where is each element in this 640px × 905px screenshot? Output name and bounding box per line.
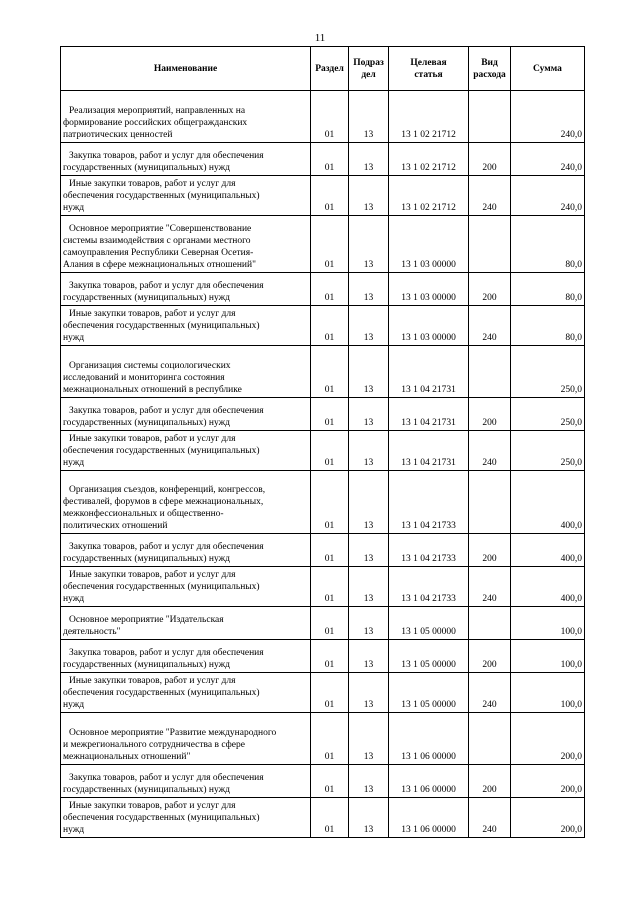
row-target: 13 1 03 00000 bbox=[389, 216, 469, 273]
row-name-line: Закупка товаров, работ и услуг для обеспечения bbox=[69, 281, 264, 291]
row-name-line: государственных (муниципальных) нужд bbox=[63, 418, 230, 428]
row-name-line: Алания в сфере межнациональных отношений" bbox=[63, 260, 256, 270]
row-name-line: государственных (муниципальных) нужд bbox=[63, 660, 230, 670]
row-name-line: обеспечения государственных (муниципальных) bbox=[63, 446, 260, 456]
row-name-line: государственных (муниципальных) нужд bbox=[63, 293, 230, 303]
row-subsection: 13 bbox=[349, 765, 389, 798]
row-sum: 250,0 bbox=[511, 398, 585, 431]
row-subsection: 13 bbox=[349, 91, 389, 143]
row-section: 01 bbox=[311, 216, 349, 273]
table-row bbox=[61, 346, 585, 398]
row-name-line: Организация системы социологических bbox=[69, 361, 231, 371]
header-expense: Вид расхода bbox=[469, 47, 511, 91]
row-section: 01 bbox=[311, 713, 349, 765]
row-name-line: Закупка товаров, работ и услуг для обеспечения bbox=[69, 151, 264, 161]
row-expense bbox=[469, 607, 511, 640]
row-name-line: Закупка товаров, работ и услуг для обеспечения bbox=[69, 542, 264, 552]
row-name-line: Реализация мероприятий, направленных на bbox=[69, 106, 246, 116]
table-row bbox=[61, 273, 585, 306]
row-expense: 240 bbox=[469, 431, 511, 471]
row-target: 13 1 02 21712 bbox=[389, 143, 469, 176]
row-name-line: межнациональных отношений" bbox=[63, 752, 191, 762]
row-subsection: 13 bbox=[349, 346, 389, 398]
row-name-line: межнациональных отношений в республике bbox=[63, 385, 242, 395]
row-name-line: обеспечения государственных (муниципальных) bbox=[63, 191, 260, 201]
row-name-line: политических отношений bbox=[63, 521, 168, 531]
row-name bbox=[61, 765, 311, 798]
row-section: 01 bbox=[311, 673, 349, 713]
row-sum: 250,0 bbox=[511, 346, 585, 398]
row-target: 13 1 04 21731 bbox=[389, 346, 469, 398]
row-name-line: нужд bbox=[63, 825, 85, 835]
row-expense: 200 bbox=[469, 143, 511, 176]
row-name-line: формирование российских общегражданских bbox=[63, 118, 248, 128]
row-name-line: обеспечения государственных (муниципальных) bbox=[63, 321, 260, 331]
table-row bbox=[61, 798, 585, 838]
row-name-line: межконфессиональных и общественно- bbox=[63, 509, 224, 519]
row-subsection: 13 bbox=[349, 567, 389, 607]
row-section: 01 bbox=[311, 273, 349, 306]
row-sum: 80,0 bbox=[511, 273, 585, 306]
row-section: 01 bbox=[311, 346, 349, 398]
row-name bbox=[61, 534, 311, 567]
row-section: 01 bbox=[311, 798, 349, 838]
row-target: 13 1 04 21733 bbox=[389, 567, 469, 607]
row-sum: 200,0 bbox=[511, 713, 585, 765]
row-name bbox=[61, 273, 311, 306]
table-row bbox=[61, 713, 585, 765]
row-subsection: 13 bbox=[349, 471, 389, 534]
row-name-line: патриотических ценностей bbox=[63, 130, 173, 140]
row-section: 01 bbox=[311, 640, 349, 673]
row-name-line: Иные закупки товаров, работ и услуг для bbox=[69, 434, 236, 444]
row-name bbox=[61, 91, 311, 143]
row-name bbox=[61, 798, 311, 838]
table-row bbox=[61, 91, 585, 143]
row-name bbox=[61, 673, 311, 713]
row-name bbox=[61, 306, 311, 346]
row-name-line: государственных (муниципальных) нужд bbox=[63, 163, 230, 173]
row-section: 01 bbox=[311, 398, 349, 431]
row-section: 01 bbox=[311, 143, 349, 176]
row-name-line: Закупка товаров, работ и услуг для обеспечения bbox=[69, 406, 264, 416]
table-row bbox=[61, 640, 585, 673]
row-section: 01 bbox=[311, 607, 349, 640]
row-name bbox=[61, 398, 311, 431]
page-number: 11 bbox=[314, 32, 326, 44]
row-expense: 240 bbox=[469, 673, 511, 713]
row-expense: 200 bbox=[469, 273, 511, 306]
header-subsection: Подраз дел bbox=[349, 47, 389, 91]
row-subsection: 13 bbox=[349, 607, 389, 640]
row-target: 13 1 06 00000 bbox=[389, 713, 469, 765]
row-sum: 100,0 bbox=[511, 640, 585, 673]
row-sum: 250,0 bbox=[511, 431, 585, 471]
row-name-line: нужд bbox=[63, 203, 85, 213]
row-sum: 400,0 bbox=[511, 471, 585, 534]
row-sum: 240,0 bbox=[511, 176, 585, 216]
row-name-line: Основное мероприятие "Издательская bbox=[69, 615, 224, 625]
row-name-line: нужд bbox=[63, 333, 85, 343]
row-section: 01 bbox=[311, 534, 349, 567]
row-name-line: системы взаимодействия с органами местного bbox=[63, 236, 251, 246]
header-sum: Сумма bbox=[511, 47, 585, 91]
row-subsection: 13 bbox=[349, 306, 389, 346]
row-subsection: 13 bbox=[349, 534, 389, 567]
row-name bbox=[61, 567, 311, 607]
row-target: 13 1 02 21712 bbox=[389, 176, 469, 216]
row-name bbox=[61, 143, 311, 176]
row-expense: 240 bbox=[469, 306, 511, 346]
row-name-line: исследований и мониторинга состояния bbox=[63, 373, 225, 383]
row-target: 13 1 04 21731 bbox=[389, 398, 469, 431]
row-target: 13 1 05 00000 bbox=[389, 607, 469, 640]
row-subsection: 13 bbox=[349, 431, 389, 471]
row-expense: 240 bbox=[469, 567, 511, 607]
row-name bbox=[61, 607, 311, 640]
row-subsection: 13 bbox=[349, 640, 389, 673]
row-name-line: нужд bbox=[63, 594, 85, 604]
row-sum: 400,0 bbox=[511, 567, 585, 607]
row-sum: 100,0 bbox=[511, 673, 585, 713]
row-expense: 240 bbox=[469, 798, 511, 838]
row-target: 13 1 06 00000 bbox=[389, 765, 469, 798]
row-section: 01 bbox=[311, 431, 349, 471]
row-target: 13 1 02 21712 bbox=[389, 91, 469, 143]
row-target: 13 1 05 00000 bbox=[389, 640, 469, 673]
row-sum: 80,0 bbox=[511, 306, 585, 346]
row-subsection: 13 bbox=[349, 798, 389, 838]
row-subsection: 13 bbox=[349, 398, 389, 431]
row-name-line: деятельность" bbox=[63, 627, 121, 637]
row-name-line: фестивалей, форумов в сфере межнациональных, bbox=[63, 497, 264, 507]
row-section: 01 bbox=[311, 471, 349, 534]
row-target: 13 1 04 21733 bbox=[389, 471, 469, 534]
row-sum: 240,0 bbox=[511, 143, 585, 176]
header-target: Целевая статья bbox=[389, 47, 469, 91]
table-body bbox=[61, 91, 585, 838]
header-section: Раздел bbox=[311, 47, 349, 91]
row-subsection: 13 bbox=[349, 216, 389, 273]
row-name bbox=[61, 176, 311, 216]
row-expense: 200 bbox=[469, 640, 511, 673]
row-target: 13 1 04 21733 bbox=[389, 534, 469, 567]
table-row bbox=[61, 176, 585, 216]
row-name bbox=[61, 471, 311, 534]
table-row bbox=[61, 143, 585, 176]
table-row bbox=[61, 398, 585, 431]
table-row bbox=[61, 673, 585, 713]
budget-table bbox=[60, 46, 585, 838]
row-name-line: самоуправления Республики Северная Осетия- bbox=[63, 248, 254, 258]
row-section: 01 bbox=[311, 91, 349, 143]
row-target: 13 1 05 00000 bbox=[389, 673, 469, 713]
row-name-line: Иные закупки товаров, работ и услуг для bbox=[69, 676, 236, 686]
row-name-line: Иные закупки товаров, работ и услуг для bbox=[69, 179, 236, 189]
row-target: 13 1 03 00000 bbox=[389, 306, 469, 346]
row-sum: 200,0 bbox=[511, 765, 585, 798]
row-subsection: 13 bbox=[349, 273, 389, 306]
row-name-line: Организация съездов, конференций, конгрессов, bbox=[69, 485, 266, 495]
row-name-line: обеспечения государственных (муниципальных) bbox=[63, 813, 260, 823]
row-expense: 200 bbox=[469, 534, 511, 567]
row-name-line: обеспечения государственных (муниципальных) bbox=[63, 582, 260, 592]
row-name-line: Закупка товаров, работ и услуг для обеспечения bbox=[69, 773, 264, 783]
row-name-line: государственных (муниципальных) нужд bbox=[63, 785, 230, 795]
row-name-line: Иные закупки товаров, работ и услуг для bbox=[69, 570, 236, 580]
row-sum: 100,0 bbox=[511, 607, 585, 640]
row-name bbox=[61, 713, 311, 765]
row-name-line: нужд bbox=[63, 458, 85, 468]
table-row bbox=[61, 431, 585, 471]
row-name-line: Основное мероприятие "Развитие международного bbox=[69, 728, 277, 738]
row-expense: 240 bbox=[469, 176, 511, 216]
table-row bbox=[61, 567, 585, 607]
row-name-line: Иные закупки товаров, работ и услуг для bbox=[69, 801, 236, 811]
row-expense: 200 bbox=[469, 398, 511, 431]
row-name bbox=[61, 346, 311, 398]
row-target: 13 1 03 00000 bbox=[389, 273, 469, 306]
row-sum: 240,0 bbox=[511, 91, 585, 143]
row-section: 01 bbox=[311, 176, 349, 216]
row-expense bbox=[469, 216, 511, 273]
row-name-line: Основное мероприятие "Совершенствование bbox=[69, 224, 252, 234]
row-sum: 200,0 bbox=[511, 798, 585, 838]
row-expense bbox=[469, 91, 511, 143]
table-row bbox=[61, 765, 585, 798]
table-row bbox=[61, 306, 585, 346]
table-row bbox=[61, 534, 585, 567]
table-row bbox=[61, 607, 585, 640]
row-name bbox=[61, 216, 311, 273]
table-row bbox=[61, 216, 585, 273]
row-name-line: обеспечения государственных (муниципальных) bbox=[63, 688, 260, 698]
row-target: 13 1 04 21731 bbox=[389, 431, 469, 471]
row-expense bbox=[469, 713, 511, 765]
row-section: 01 bbox=[311, 765, 349, 798]
row-name-line: Иные закупки товаров, работ и услуг для bbox=[69, 309, 236, 319]
row-subsection: 13 bbox=[349, 143, 389, 176]
row-sum: 400,0 bbox=[511, 534, 585, 567]
row-subsection: 13 bbox=[349, 673, 389, 713]
row-section: 01 bbox=[311, 567, 349, 607]
row-expense bbox=[469, 471, 511, 534]
header-name: Наименование bbox=[61, 47, 311, 91]
row-name bbox=[61, 431, 311, 471]
row-name bbox=[61, 640, 311, 673]
row-section: 01 bbox=[311, 306, 349, 346]
table-header-row bbox=[61, 47, 585, 91]
row-expense: 200 bbox=[469, 765, 511, 798]
row-target: 13 1 06 00000 bbox=[389, 798, 469, 838]
row-name-line: государственных (муниципальных) нужд bbox=[63, 554, 230, 564]
row-subsection: 13 bbox=[349, 176, 389, 216]
row-name-line: и межрегионального сотрудничества в сфере bbox=[63, 740, 245, 750]
row-subsection: 13 bbox=[349, 713, 389, 765]
row-name-line: нужд bbox=[63, 700, 85, 710]
row-expense bbox=[469, 346, 511, 398]
table-row bbox=[61, 471, 585, 534]
row-sum: 80,0 bbox=[511, 216, 585, 273]
row-name-line: Закупка товаров, работ и услуг для обеспечения bbox=[69, 648, 264, 658]
